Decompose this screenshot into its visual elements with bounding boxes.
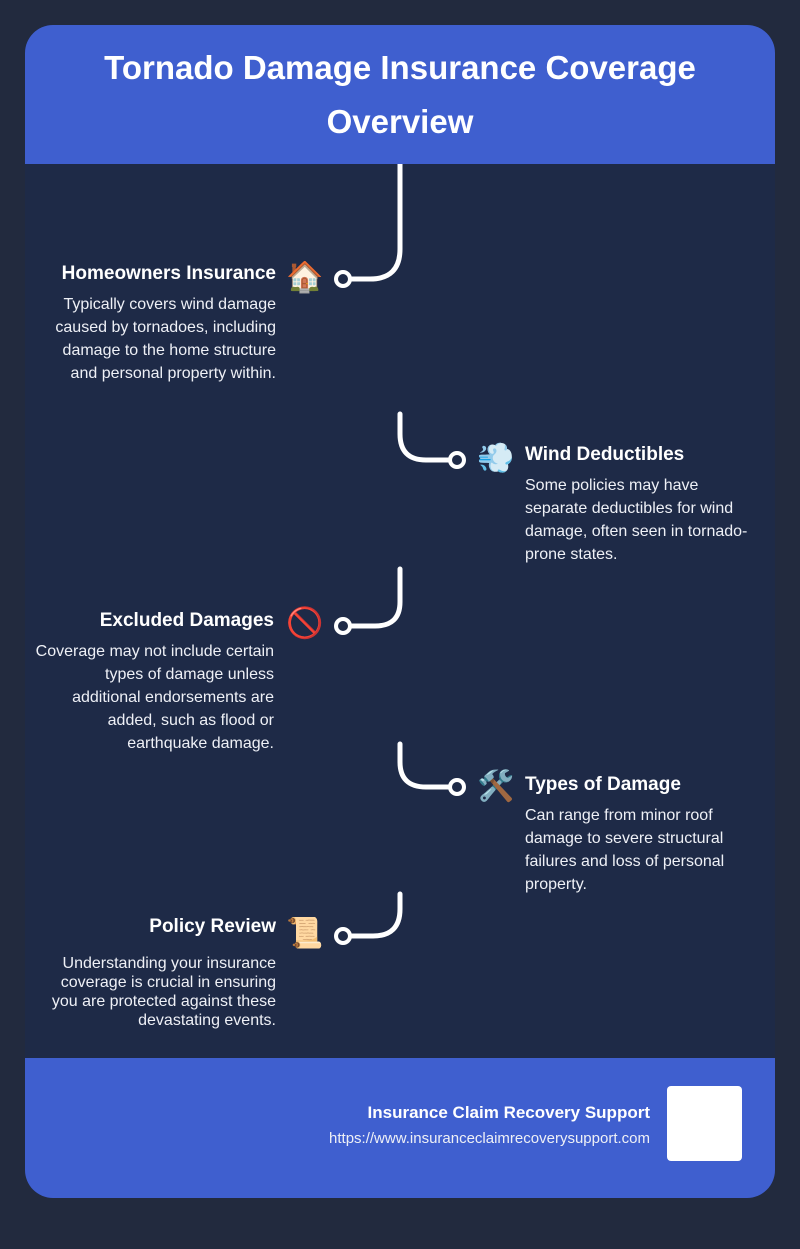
item-title: Policy Review	[149, 916, 276, 937]
item-title: Types of Damage	[525, 774, 681, 795]
infographic-card	[25, 25, 775, 1198]
organization-url[interactable]: https://www.insuranceclaimrecoverysupport.com	[329, 1130, 650, 1147]
item-title: Wind Deductibles	[525, 444, 685, 465]
house-icon: 🏠	[286, 260, 324, 295]
prohibited-icon: 🚫	[286, 606, 324, 641]
item-description: Can range from minor roof damage to severe structural failures and loss of personal property.	[525, 807, 725, 893]
page-title: Tornado Damage Insurance Coverage Overview	[104, 48, 696, 140]
header	[25, 25, 775, 164]
item-description: Typically covers wind damage caused by tornadoes, including damage to the home structure and personal property within.	[55, 296, 276, 382]
item-title: Excluded Damages	[99, 610, 274, 631]
timeline-item-excluded-damages	[35, 610, 274, 755]
footer	[25, 1058, 775, 1198]
item-description: Some policies may have separate deductibles for wind damage, often seen in tornado-prone states.	[525, 477, 748, 563]
wind-icon: 💨	[477, 441, 515, 476]
qr-code-placeholder	[667, 1086, 742, 1161]
timeline-area	[25, 164, 775, 1058]
hammer-wrench-icon: 🛠️	[477, 769, 515, 804]
timeline-item-wind-deductibles	[525, 444, 765, 566]
item-description: Understanding your insurance coverage is crucial in ensuring you are protected against these devastating events.	[51, 955, 276, 1029]
scroll-icon: 📜	[286, 916, 324, 951]
item-description: Coverage may not include certain types of damage unless additional endorsements are added, such as flood or earthquake damage.	[35, 643, 274, 752]
item-title: Homeowners Insurance	[61, 263, 276, 284]
timeline-item-homeowners-insurance	[35, 263, 276, 385]
timeline-item-policy-review	[35, 916, 276, 1030]
timeline-item-types-of-damage	[525, 774, 755, 896]
organization-name: Insurance Claim Recovery Support	[367, 1103, 650, 1122]
